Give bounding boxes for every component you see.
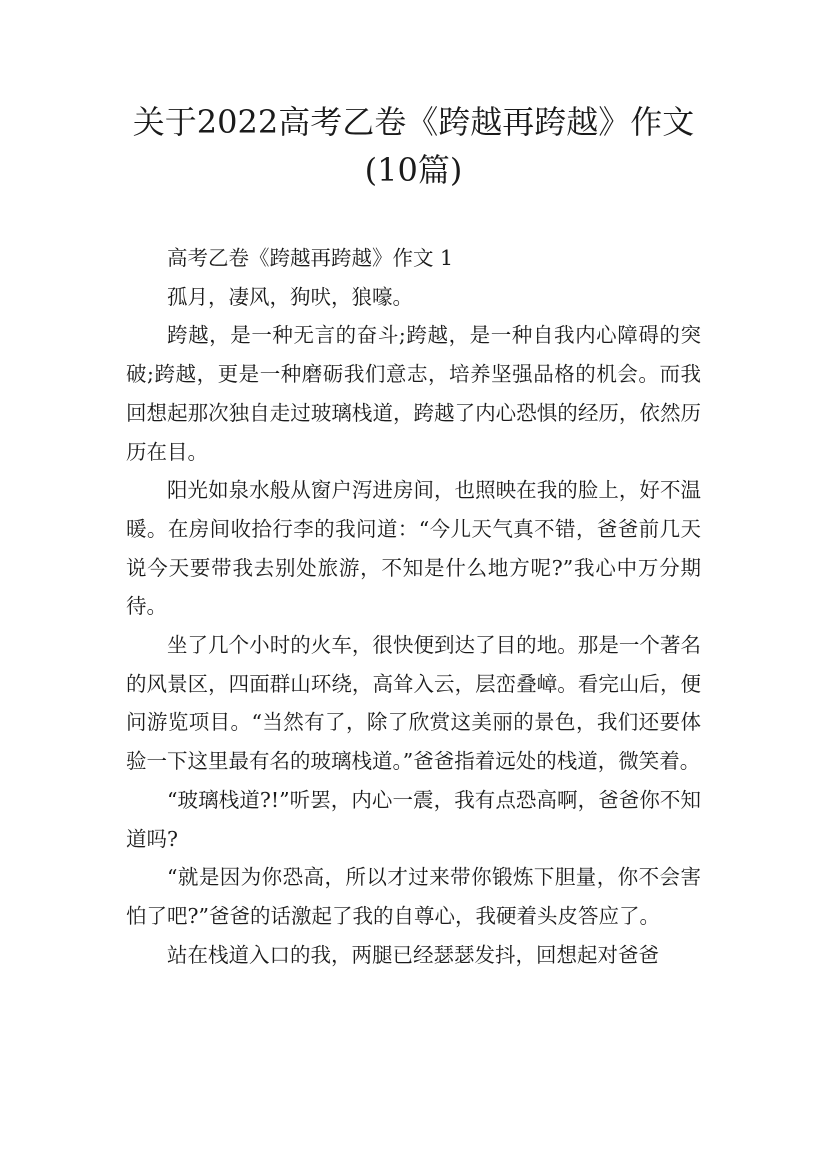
document-title: 关于2022高考乙卷《跨越再跨越》作文(10篇) bbox=[132, 103, 695, 189]
paragraph: “就是因为你恐高，所以才过来带你锻炼下胆量，你不会害怕了吧?”爸爸的话激起了我的自尊心，我硬着头皮答应了。 bbox=[126, 865, 701, 928]
paragraph: 坐了几个小时的火车，很快便到达了目的地。那是一个著名的风景区，四面群山环绕，高耸入云，层峦叠嶂。看完山后，便问游览项目。“当然有了，除了欣赏这美丽的景色，我们还要体验一下这里最有名的玻璃栈道。”爸爸指着远处的栈道，微笑着。 bbox=[126, 633, 701, 774]
paragraph: 跨越，是一种无言的奋斗;跨越，是一种自我内心障碍的突破;跨越，更是一种磨砺我们意志，培养坚强品格的机会。而我回想起那次独自走过玻璃栈道，跨越了内心恐惧的经历，依然历历在目。 bbox=[126, 323, 701, 464]
paragraph: 孤月，凄风，狗吠，狼嚎。 bbox=[167, 284, 413, 309]
essay-heading: 高考乙卷《跨越再跨越》作文 1 bbox=[167, 246, 454, 270]
paragraph: 阳光如泉水般从窗户泻进房间，也照映在我的脸上，好不温暖。在房间收拾行李的我问道：“今儿天气真不错，爸爸前几天说今天要带我去别处旅游，不知是什么地方呢?”我心中万分期待。 bbox=[126, 478, 701, 619]
paragraph: “玻璃栈道?!”听罢，内心一震，我有点恐高啊，爸爸你不知道吗? bbox=[126, 787, 701, 851]
paragraph: 站在栈道入口的我，两腿已经瑟瑟发抖，回想起对爸爸 bbox=[167, 942, 659, 967]
document-body bbox=[126, 239, 701, 974]
